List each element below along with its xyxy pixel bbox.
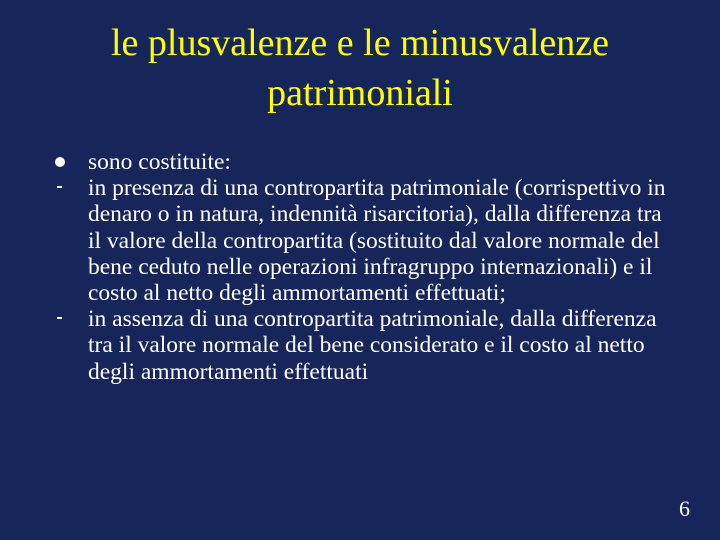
dash-bullet-icon: [57, 186, 62, 188]
slide-title-line-2: patrimoniali: [267, 72, 453, 114]
slide-title-line-1: le plusvalenze e le minusvalenze: [110, 22, 609, 64]
bullet-item-2: [88, 175, 668, 306]
dash-bullet-icon: [57, 317, 62, 319]
bullet-text-3: in assenza di una contropartita patrimoniale, dalla differenza tra il valore normale del bene considerato e il costo al netto degli ammortamenti effettuati: [88, 306, 657, 385]
bullet-list: [88, 149, 668, 385]
bullet-text-1: sono costituite:: [88, 149, 231, 175]
bullet-item-1: [88, 149, 668, 175]
slide-title: [40, 18, 680, 118]
bullet-text-2: in presenza di una contropartita patrimoniale (corrispettivo in denaro o in natura, indennità risarcitoria), dalla differenza tra il valore della contropartita (sostituito dal valore normale del bene ceduto nelle operazioni infragruppo internazionali) e il costo al netto degli ammortamenti effettuati;: [88, 175, 666, 307]
round-bullet-icon: [55, 157, 65, 167]
page-number: 6: [679, 496, 690, 521]
bullet-item-3: [88, 306, 668, 385]
